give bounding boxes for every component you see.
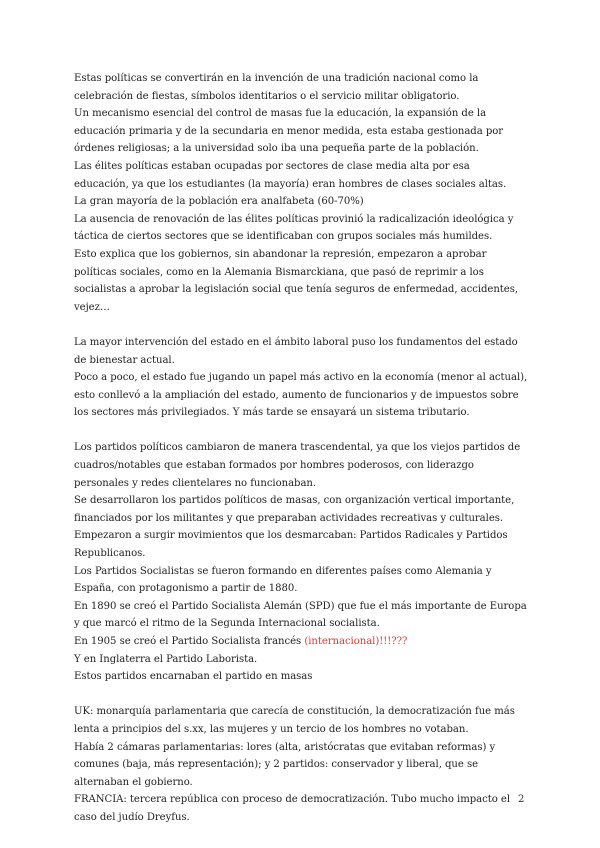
paragraph-3 [74, 439, 530, 685]
text-line: de bienestar actual. [74, 354, 175, 366]
text-line: La gran mayoría de la población era analfabeta (60-70%) [74, 196, 364, 208]
text-line: personales y redes clientelares no funcionaban. [74, 477, 317, 489]
text-line: comunes (baja, más representación); y 2 partidos: conservador y liberal, que se [74, 759, 479, 771]
text-line: lenta a principios del s.xx, las mujeres y un tercio de los hombres no votaban. [74, 723, 469, 735]
text-line: políticas sociales, como en la Alemania Bismarckiana, que pasó de reprimir a los [74, 266, 484, 278]
paragraph-2 [74, 334, 530, 422]
text-line: educación primaria y de la secundaria en menor medida, esta estaba gestionada por [74, 125, 504, 137]
text-line: Y en Inglaterra el Partido Laborista. [74, 653, 258, 665]
text-line: táctica de ciertos sectores que se identificaban con grupos sociales más humildes. [74, 231, 493, 243]
text-line: UK: monarquía parlamentaria que carecía de constitución, la democratización fue más [74, 706, 515, 718]
paragraph-spacer [74, 316, 530, 334]
text-line: cuadros/notables que estaban formados por hombres poderosos, con liderazgo [74, 460, 474, 472]
text-line: socialistas a aprobar la legislación social que tenía seguros de enfermedad, accidentes, [74, 284, 519, 296]
page-number: 2 [518, 794, 525, 805]
text-line: alternaban el gobierno. [74, 776, 193, 788]
red-highlight-note: (internacional)!!!??? [304, 636, 408, 647]
text-line: Estas políticas se convertirán en la invención de una tradición nacional como la [74, 73, 479, 84]
text-line: y que marcó el ritmo de la Segunda Internacional socialista. [74, 618, 380, 630]
text-line: educación, ya que los estudiantes (la mayoría) eran hombres de clases sociales altas. [74, 178, 507, 190]
text-line: FRANCIA: tercera república con proceso de democratización. Tubo mucho impacto el [74, 794, 511, 806]
text-line: esto conllevó a la ampliación del estado, aumento de funcionarios y de impuestos sobre [74, 389, 519, 401]
text-line: La ausencia de renovación de las élites políticas provinió la radicalización ideológica y [74, 213, 514, 225]
text-line: En 1890 se creó el Partido Socialista Alemán (SPD) que fue el más importante de Europa [74, 600, 527, 612]
text-line: Había 2 cámaras parlamentarias: lores (alta, aristócratas que evitaban reformas) y [74, 741, 496, 753]
text-line: Estos partidos encarnaban el partido en masas [74, 671, 313, 683]
text-line: Esto explica que los gobiernos, sin abandonar la represión, empezaron a aprobar [74, 248, 487, 260]
text-line: financiados por los militantes y que preparaban actividades recreativas y culturales. [74, 512, 504, 524]
text-line: Se desarrollaron los partidos políticos de masas, con organización vertical importante, [74, 495, 515, 507]
text-line: celebración de fiestas, símbolos identitarios o el servicio militar obligatorio. [74, 90, 460, 102]
page-content [74, 70, 530, 827]
text-line: los sectores más privilegiados. Y más tarde se ensayará un sistema tributario. [74, 407, 470, 419]
text-line: vejez… [74, 301, 110, 313]
text-line-france [74, 633, 530, 651]
paragraph-spacer [74, 686, 530, 704]
text-line: Las élites políticas estaban ocupadas por sectores de clase media alta por esa [74, 160, 470, 172]
text-line: Los Partidos Socialistas se fueron formando en diferentes países como Alemania y [74, 565, 492, 577]
text-line: La mayor intervención del estado en el ámbito laboral puso los fundamentos del estado [74, 336, 518, 348]
france-line-text: En 1905 se creó el Partido Socialista francés [74, 636, 305, 647]
text-line: España, con protagonismo a partir de 1880. [74, 583, 298, 595]
text-line: Republicanos. [74, 548, 146, 560]
text-line: Un mecanismo esencial del control de masas fue la educación, la expansión de la [74, 108, 487, 120]
paragraph-1 [74, 70, 530, 316]
text-line: caso del judío Dreyfus. [74, 811, 190, 823]
paragraph-4 [74, 703, 530, 826]
text-line: Empezaron a surgir movimientos que los desmarcaban: Partidos Radicales y Partidos [74, 530, 508, 542]
text-line: Poco a poco, el estado fue jugando un papel más activo en la economía (menor al actual), [74, 372, 528, 384]
text-line: Los partidos políticos cambiaron de manera trascendental, ya que los viejos partidos de [74, 442, 521, 454]
text-line: órdenes religiosas; a la universidad solo iba una pequeña parte de la población. [74, 143, 479, 155]
paragraph-spacer [74, 422, 530, 440]
